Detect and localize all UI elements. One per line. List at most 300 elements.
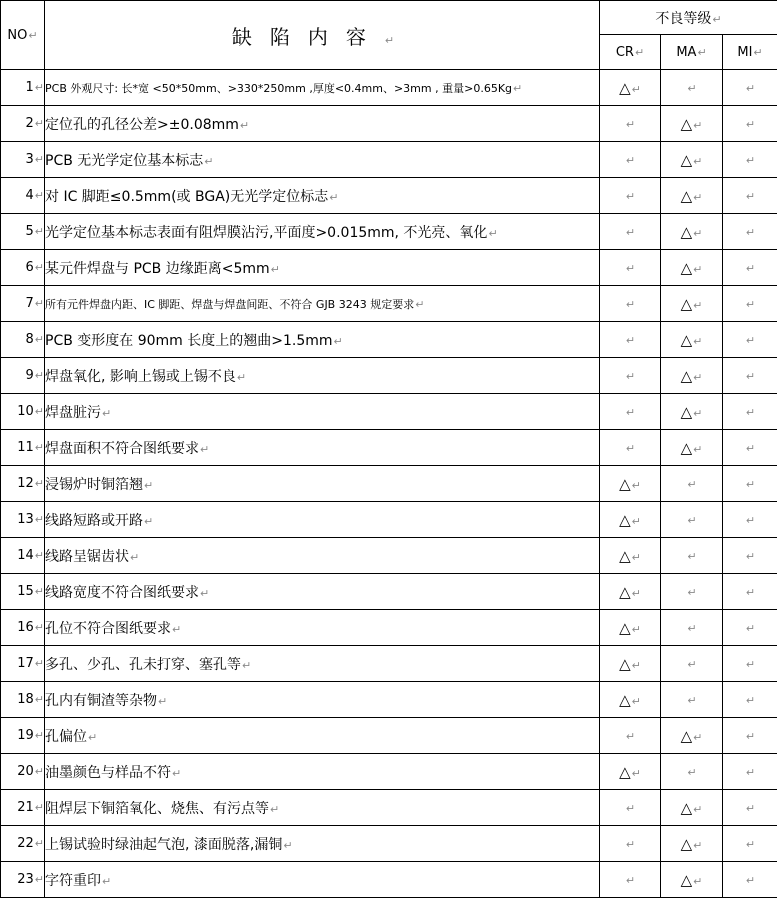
header-content [45, 1, 600, 70]
paragraph-mark-icon: ↵ [746, 694, 755, 707]
row-number [1, 574, 45, 610]
paragraph-mark-icon: ↵ [687, 514, 696, 527]
paragraph-mark-icon: ↵ [626, 118, 635, 131]
grade-cell-ma [661, 394, 723, 430]
triangle-mark-icon: △ [681, 871, 693, 889]
grade-cell-cr [600, 106, 661, 142]
grade-cell-cr [600, 286, 661, 322]
table-row [1, 862, 777, 898]
defect-description [45, 646, 600, 682]
defect-description-text: 线路呈锯齿状 [45, 549, 129, 565]
paragraph-mark-icon: ↵ [635, 46, 644, 59]
paragraph-mark-icon: ↵ [687, 586, 696, 599]
grade-cell-mi [723, 682, 777, 718]
paragraph-mark-icon: ↵ [626, 154, 635, 167]
paragraph-mark-icon: ↵ [35, 585, 44, 598]
table-row [1, 358, 777, 394]
grade-cell-cr [600, 754, 661, 790]
paragraph-mark-icon: ↵ [693, 839, 702, 852]
paragraph-mark-icon: ↵ [746, 622, 755, 635]
row-number-text: 4 [26, 188, 34, 203]
defect-description [45, 250, 600, 286]
defect-description-text: 字符重印 [45, 873, 101, 889]
row-number-text: 2 [26, 116, 34, 131]
defect-description-text: 孔偏位 [45, 729, 87, 745]
defect-description-text: PCB 无光学定位基本标志 [45, 153, 203, 169]
triangle-mark-icon: △ [619, 763, 631, 781]
paragraph-mark-icon: ↵ [626, 838, 635, 851]
triangle-mark-icon: △ [681, 439, 693, 457]
triangle-mark-icon: △ [681, 835, 693, 853]
defect-description [45, 574, 600, 610]
paragraph-mark-icon: ↵ [35, 81, 44, 94]
table-row [1, 610, 777, 646]
grade-cell-cr [600, 394, 661, 430]
header-mi [723, 35, 777, 70]
table-row [1, 718, 777, 754]
defect-description-text: 线路宽度不符合图纸要求 [45, 585, 199, 601]
paragraph-mark-icon: ↵ [712, 13, 721, 26]
grade-cell-cr [600, 70, 661, 106]
paragraph-mark-icon: ↵ [35, 297, 44, 310]
paragraph-mark-icon: ↵ [687, 766, 696, 779]
paragraph-mark-icon: ↵ [626, 874, 635, 887]
row-number-text: 19 [17, 728, 34, 743]
paragraph-mark-icon: ↵ [102, 875, 111, 888]
grade-cell-mi [723, 286, 777, 322]
grade-cell-cr [600, 178, 661, 214]
grade-cell-cr [600, 826, 661, 862]
defect-description [45, 718, 600, 754]
paragraph-mark-icon: ↵ [626, 802, 635, 815]
row-number-text: 16 [17, 620, 34, 635]
triangle-mark-icon: △ [619, 619, 631, 637]
paragraph-mark-icon: ↵ [746, 802, 755, 815]
row-number [1, 754, 45, 790]
defect-description [45, 214, 600, 250]
defect-description-text: 焊盘氧化, 影响上锡或上锡不良 [45, 369, 236, 385]
row-number-text: 10 [17, 404, 34, 419]
paragraph-mark-icon: ↵ [746, 874, 755, 887]
defect-description [45, 502, 600, 538]
paragraph-mark-icon: ↵ [158, 695, 167, 708]
paragraph-mark-icon: ↵ [693, 299, 702, 312]
grade-cell-cr [600, 358, 661, 394]
header-ma [661, 35, 723, 70]
row-number-text: 15 [17, 584, 34, 599]
defect-description [45, 538, 600, 574]
defect-description-text: 焊盘脏污 [45, 405, 101, 421]
grade-cell-ma [661, 178, 723, 214]
paragraph-mark-icon: ↵ [687, 694, 696, 707]
paragraph-mark-icon: ↵ [687, 658, 696, 671]
paragraph-mark-icon: ↵ [693, 263, 702, 276]
grade-cell-cr [600, 322, 661, 358]
grade-cell-cr [600, 430, 661, 466]
paragraph-mark-icon: ↵ [35, 729, 44, 742]
paragraph-mark-icon: ↵ [693, 407, 702, 420]
row-number [1, 250, 45, 286]
row-number [1, 70, 45, 106]
row-number-text: 20 [17, 764, 34, 779]
paragraph-mark-icon: ↵ [144, 479, 153, 492]
paragraph-mark-icon: ↵ [693, 371, 702, 384]
defect-description [45, 394, 600, 430]
paragraph-mark-icon: ↵ [35, 549, 44, 562]
paragraph-mark-icon: ↵ [746, 82, 755, 95]
defect-description [45, 790, 600, 826]
grade-cell-ma [661, 610, 723, 646]
table-row [1, 538, 777, 574]
defect-description-text: 线路短路或开路 [45, 513, 143, 529]
defect-description-text: 孔内有铜渣等杂物 [45, 693, 157, 709]
triangle-mark-icon: △ [681, 331, 693, 349]
paragraph-mark-icon: ↵ [693, 731, 702, 744]
paragraph-mark-icon: ↵ [35, 333, 44, 346]
paragraph-mark-icon: ↵ [693, 191, 702, 204]
grade-cell-ma [661, 358, 723, 394]
grade-cell-mi [723, 862, 777, 898]
grade-cell-mi [723, 178, 777, 214]
paragraph-mark-icon: ↵ [415, 298, 424, 311]
paragraph-mark-icon: ↵ [102, 407, 111, 420]
paragraph-mark-icon: ↵ [385, 34, 412, 47]
row-number-text: 1 [26, 80, 34, 95]
row-number [1, 646, 45, 682]
grade-cell-cr [600, 790, 661, 826]
grade-cell-ma [661, 826, 723, 862]
row-number-text: 23 [17, 872, 34, 887]
table-row [1, 790, 777, 826]
paragraph-mark-icon: ↵ [693, 875, 702, 888]
triangle-mark-icon: △ [681, 151, 693, 169]
grade-cell-mi [723, 250, 777, 286]
table-row [1, 286, 777, 322]
grade-cell-mi [723, 430, 777, 466]
paragraph-mark-icon: ↵ [693, 155, 702, 168]
paragraph-mark-icon: ↵ [144, 515, 153, 528]
grade-cell-cr [600, 646, 661, 682]
paragraph-mark-icon: ↵ [35, 441, 44, 454]
row-number-text: 14 [17, 548, 34, 563]
grade-cell-ma [661, 106, 723, 142]
paragraph-mark-icon: ↵ [35, 801, 44, 814]
paragraph-mark-icon: ↵ [240, 119, 249, 132]
paragraph-mark-icon: ↵ [626, 262, 635, 275]
row-number [1, 358, 45, 394]
paragraph-mark-icon: ↵ [88, 731, 97, 744]
triangle-mark-icon: △ [681, 295, 693, 313]
grade-cell-mi [723, 322, 777, 358]
defect-description [45, 178, 600, 214]
paragraph-mark-icon: ↵ [746, 838, 755, 851]
paragraph-mark-icon: ↵ [35, 621, 44, 634]
table-row [1, 178, 777, 214]
paragraph-mark-icon: ↵ [746, 658, 755, 671]
paragraph-mark-icon: ↵ [746, 334, 755, 347]
row-number-text: 13 [17, 512, 34, 527]
paragraph-mark-icon: ↵ [746, 262, 755, 275]
paragraph-mark-icon: ↵ [35, 189, 44, 202]
grade-cell-ma [661, 250, 723, 286]
defect-description-text: 某元件焊盘与 PCB 边缘距离<5mm [45, 261, 270, 277]
paragraph-mark-icon: ↵ [204, 155, 213, 168]
grade-cell-cr [600, 502, 661, 538]
row-number [1, 142, 45, 178]
triangle-mark-icon: △ [619, 511, 631, 529]
grade-cell-cr [600, 610, 661, 646]
paragraph-mark-icon: ↵ [35, 117, 44, 130]
defect-description-text: 多孔、少孔、孔未打穿、塞孔等 [45, 657, 241, 673]
row-number-text: 3 [26, 152, 34, 167]
grade-cell-mi [723, 718, 777, 754]
defect-description [45, 610, 600, 646]
defect-description-text: 对 IC 脚距≤0.5mm(或 BGA)无光学定位标志 [45, 189, 328, 205]
defect-description-text: 光学定位基本标志表面有阻焊膜沾污,平面度>0.015mm, 不光亮、氧化 [45, 225, 487, 241]
defect-description-text: 孔位不符合图纸要求 [45, 621, 171, 637]
paragraph-mark-icon: ↵ [35, 477, 44, 490]
paragraph-mark-icon: ↵ [632, 623, 641, 636]
row-number [1, 322, 45, 358]
grade-cell-mi [723, 214, 777, 250]
grade-cell-cr [600, 538, 661, 574]
grade-cell-mi [723, 754, 777, 790]
row-number-text: 11 [17, 440, 34, 455]
defect-description-text: 焊盘面积不符合图纸要求 [45, 441, 199, 457]
paragraph-mark-icon: ↵ [746, 730, 755, 743]
row-number [1, 826, 45, 862]
row-number-text: 7 [26, 296, 34, 311]
paragraph-mark-icon: ↵ [200, 443, 209, 456]
paragraph-mark-icon: ↵ [626, 730, 635, 743]
defect-description [45, 682, 600, 718]
paragraph-mark-icon: ↵ [626, 226, 635, 239]
row-number [1, 214, 45, 250]
paragraph-mark-icon: ↵ [35, 873, 44, 886]
defect-description [45, 70, 600, 106]
table-row [1, 502, 777, 538]
triangle-mark-icon: △ [619, 691, 631, 709]
paragraph-mark-icon: ↵ [35, 153, 44, 166]
triangle-mark-icon: △ [619, 583, 631, 601]
paragraph-mark-icon: ↵ [746, 514, 755, 527]
row-number [1, 502, 45, 538]
triangle-mark-icon: △ [681, 115, 693, 133]
table-row [1, 322, 777, 358]
paragraph-mark-icon: ↵ [687, 550, 696, 563]
paragraph-mark-icon: ↵ [488, 227, 497, 240]
paragraph-mark-icon: ↵ [626, 334, 635, 347]
paragraph-mark-icon: ↵ [746, 442, 755, 455]
grade-cell-ma [661, 502, 723, 538]
triangle-mark-icon: △ [681, 367, 693, 385]
defect-description-text: 上锡试验时绿油起气泡, 漆面脱落,漏铜 [45, 837, 282, 853]
paragraph-mark-icon: ↵ [35, 261, 44, 274]
grade-cell-ma [661, 214, 723, 250]
paragraph-mark-icon: ↵ [746, 298, 755, 311]
header-ma-label: MA [676, 45, 696, 60]
table-row [1, 574, 777, 610]
triangle-mark-icon: △ [619, 655, 631, 673]
triangle-mark-icon: △ [619, 79, 631, 97]
row-number [1, 430, 45, 466]
row-number-text: 8 [26, 332, 34, 347]
grade-cell-ma [661, 538, 723, 574]
triangle-mark-icon: △ [619, 475, 631, 493]
row-number [1, 286, 45, 322]
paragraph-mark-icon: ↵ [632, 83, 641, 96]
paragraph-mark-icon: ↵ [626, 406, 635, 419]
row-number-text: 12 [17, 476, 34, 491]
row-number [1, 610, 45, 646]
row-number-text: 6 [26, 260, 34, 275]
paragraph-mark-icon: ↵ [130, 551, 139, 564]
defect-description-text: PCB 外观尺寸: 长*宽 <50*50mm、>330*250mm ,厚度<0.4mm、>3mm , 重量>0.65Kg [45, 82, 512, 95]
defect-description [45, 322, 600, 358]
table-row [1, 214, 777, 250]
defect-description [45, 142, 600, 178]
grade-cell-mi [723, 142, 777, 178]
grade-cell-mi [723, 358, 777, 394]
defect-description [45, 754, 600, 790]
defect-description [45, 106, 600, 142]
table-row [1, 250, 777, 286]
header-no-label: NO [7, 28, 27, 43]
grade-cell-mi [723, 646, 777, 682]
row-number-text: 5 [26, 224, 34, 239]
paragraph-mark-icon: ↵ [746, 370, 755, 383]
paragraph-mark-icon: ↵ [632, 587, 641, 600]
grade-cell-ma [661, 142, 723, 178]
paragraph-mark-icon: ↵ [632, 695, 641, 708]
paragraph-mark-icon: ↵ [746, 190, 755, 203]
grade-cell-cr [600, 862, 661, 898]
header-cr [600, 35, 661, 70]
row-number [1, 862, 45, 898]
row-number [1, 106, 45, 142]
grade-cell-ma [661, 646, 723, 682]
defect-description [45, 466, 600, 502]
grade-cell-mi [723, 70, 777, 106]
grade-cell-mi [723, 502, 777, 538]
table-row [1, 682, 777, 718]
paragraph-mark-icon: ↵ [687, 82, 696, 95]
defect-description [45, 358, 600, 394]
paragraph-mark-icon: ↵ [35, 693, 44, 706]
paragraph-mark-icon: ↵ [35, 657, 44, 670]
row-number-text: 18 [17, 692, 34, 707]
row-number [1, 394, 45, 430]
paragraph-mark-icon: ↵ [693, 335, 702, 348]
table-row [1, 142, 777, 178]
paragraph-mark-icon: ↵ [334, 335, 343, 348]
triangle-mark-icon: △ [681, 403, 693, 421]
grade-cell-ma [661, 430, 723, 466]
paragraph-mark-icon: ↵ [632, 479, 641, 492]
defect-description [45, 862, 600, 898]
grade-cell-mi [723, 106, 777, 142]
paragraph-mark-icon: ↵ [693, 443, 702, 456]
grade-cell-cr [600, 142, 661, 178]
header-content-label: 缺陷内容 [232, 25, 384, 49]
grade-cell-cr [600, 718, 661, 754]
row-number-text: 17 [17, 656, 34, 671]
table-row [1, 826, 777, 862]
paragraph-mark-icon: ↵ [687, 622, 696, 635]
defect-description [45, 826, 600, 862]
paragraph-mark-icon: ↵ [753, 46, 762, 59]
paragraph-mark-icon: ↵ [35, 225, 44, 238]
paragraph-mark-icon: ↵ [35, 513, 44, 526]
grade-cell-mi [723, 610, 777, 646]
grade-cell-ma [661, 718, 723, 754]
paragraph-mark-icon: ↵ [632, 551, 641, 564]
grade-cell-cr [600, 214, 661, 250]
triangle-mark-icon: △ [681, 259, 693, 277]
paragraph-mark-icon: ↵ [746, 586, 755, 599]
row-number [1, 178, 45, 214]
table-row [1, 430, 777, 466]
defect-description [45, 286, 600, 322]
paragraph-mark-icon: ↵ [35, 369, 44, 382]
paragraph-mark-icon: ↵ [513, 82, 522, 95]
paragraph-mark-icon: ↵ [271, 263, 280, 276]
table-row [1, 106, 777, 142]
header-grade [600, 1, 777, 35]
paragraph-mark-icon: ↵ [697, 46, 706, 59]
paragraph-mark-icon: ↵ [283, 839, 292, 852]
defect-description-text: 油墨颜色与样品不符 [45, 765, 171, 781]
paragraph-mark-icon: ↵ [172, 767, 181, 780]
defect-description-text: 浸锡炉时铜箔翘 [45, 477, 143, 493]
paragraph-mark-icon: ↵ [746, 766, 755, 779]
grade-cell-cr [600, 466, 661, 502]
paragraph-mark-icon: ↵ [693, 119, 702, 132]
grade-cell-mi [723, 574, 777, 610]
grade-cell-cr [600, 250, 661, 286]
paragraph-mark-icon: ↵ [632, 767, 641, 780]
paragraph-mark-icon: ↵ [28, 29, 37, 42]
row-number-text: 9 [26, 368, 34, 383]
paragraph-mark-icon: ↵ [746, 406, 755, 419]
triangle-mark-icon: △ [619, 547, 631, 565]
grade-cell-ma [661, 466, 723, 502]
grade-cell-ma [661, 790, 723, 826]
triangle-mark-icon: △ [681, 727, 693, 745]
grade-cell-mi [723, 394, 777, 430]
paragraph-mark-icon: ↵ [746, 118, 755, 131]
paragraph-mark-icon: ↵ [626, 190, 635, 203]
grade-cell-ma [661, 70, 723, 106]
paragraph-mark-icon: ↵ [237, 371, 246, 384]
paragraph-mark-icon: ↵ [35, 765, 44, 778]
defect-description-text: PCB 变形度在 90mm 长度上的翘曲>1.5mm [45, 333, 333, 349]
paragraph-mark-icon: ↵ [329, 191, 338, 204]
row-number [1, 466, 45, 502]
table-row [1, 646, 777, 682]
paragraph-mark-icon: ↵ [626, 370, 635, 383]
paragraph-mark-icon: ↵ [626, 298, 635, 311]
grade-cell-mi [723, 826, 777, 862]
paragraph-mark-icon: ↵ [35, 405, 44, 418]
header-no [1, 1, 45, 70]
paragraph-mark-icon: ↵ [172, 623, 181, 636]
grade-cell-cr [600, 682, 661, 718]
table-row [1, 70, 777, 106]
defect-description-text: 定位孔的孔径公差>±0.08mm [45, 117, 239, 133]
grade-cell-ma [661, 754, 723, 790]
table-row [1, 394, 777, 430]
